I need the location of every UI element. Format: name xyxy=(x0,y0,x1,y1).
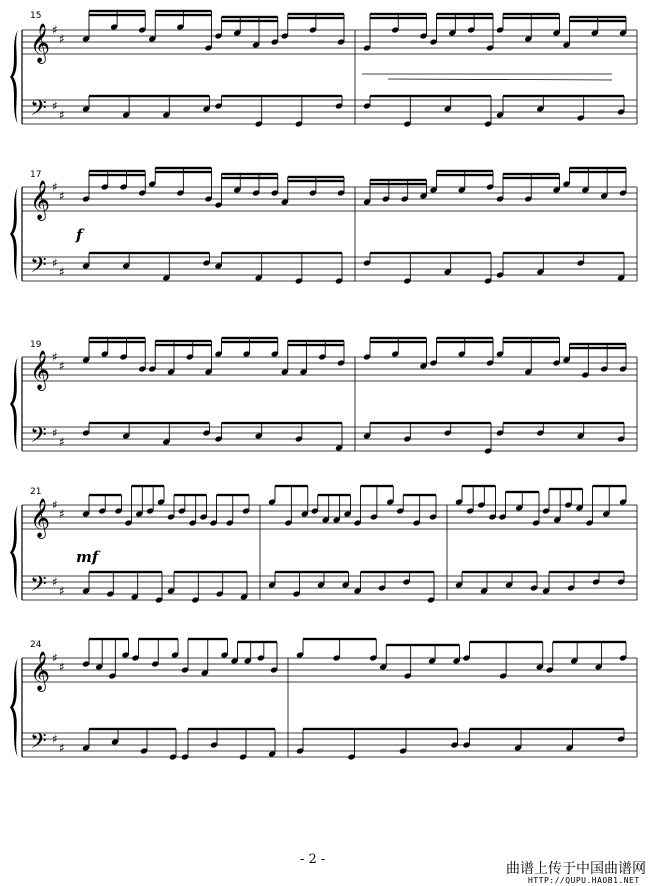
sharp-icon: ♯ xyxy=(52,732,58,746)
sharp-icon: ♯ xyxy=(59,359,65,373)
melody-beam xyxy=(288,344,344,346)
melody-beam xyxy=(386,644,459,646)
bass-beam xyxy=(503,95,624,97)
melody-beam xyxy=(139,638,179,640)
melody-beam xyxy=(437,17,494,19)
melody-beam xyxy=(155,167,211,169)
melody-beam xyxy=(570,20,627,22)
melody-beam xyxy=(549,488,583,490)
melody-beam xyxy=(89,170,145,172)
melody-beam xyxy=(506,491,540,493)
brace-icon xyxy=(10,187,18,281)
melody-beam xyxy=(370,179,427,181)
bass-beam xyxy=(89,95,210,97)
sharp-icon: ♯ xyxy=(59,507,65,521)
brace-icon xyxy=(10,357,18,451)
melody-beam xyxy=(361,485,394,487)
bass-beam xyxy=(188,728,275,730)
melody-beam xyxy=(570,16,627,18)
melody-beam xyxy=(370,183,427,185)
melody-beam xyxy=(503,173,560,175)
melody-beam xyxy=(222,337,278,339)
melody-beam xyxy=(570,343,627,345)
bass-beam xyxy=(470,728,625,730)
melody-beam xyxy=(503,17,560,19)
sharp-icon: ♯ xyxy=(52,350,58,364)
bass-beam xyxy=(370,422,491,424)
bass-beam xyxy=(462,571,537,573)
sharp-icon: ♯ xyxy=(59,435,65,449)
bass-beam xyxy=(370,95,491,97)
melody-beam xyxy=(470,641,543,643)
melody-beam xyxy=(593,485,627,487)
sharp-icon: ♯ xyxy=(52,651,58,665)
melody-beam xyxy=(370,13,427,15)
sharp-icon: ♯ xyxy=(52,99,58,113)
sharp-icon: ♯ xyxy=(52,498,58,512)
bass-beam xyxy=(370,252,491,254)
melody-beam xyxy=(437,337,494,339)
melody-beam xyxy=(288,340,344,342)
melody-beam xyxy=(89,337,145,339)
measure-number-19: 19 xyxy=(30,340,42,350)
melody-beam xyxy=(89,174,145,176)
measure-number-15: 15 xyxy=(30,11,42,21)
sharp-icon: ♯ xyxy=(59,108,65,122)
melody-beam xyxy=(288,180,344,182)
melody-beam xyxy=(188,638,228,640)
bass-beam xyxy=(275,571,349,573)
melody-beam xyxy=(155,14,211,16)
sharp-icon: ♯ xyxy=(52,426,58,440)
melody-beam xyxy=(155,171,211,173)
page-number: - 2 - xyxy=(300,852,326,867)
melody-beam xyxy=(288,17,344,19)
watermark-url: HTTP://QUPU.HAOB1.NET xyxy=(528,876,640,885)
melody-beam xyxy=(503,13,560,15)
sharp-icon: ♯ xyxy=(59,265,65,279)
bass-beam xyxy=(89,571,162,573)
bass-beam xyxy=(549,571,624,573)
melody-beam xyxy=(462,485,496,487)
melody-beam xyxy=(437,13,494,15)
melody-beam xyxy=(570,171,627,173)
sharp-icon: ♯ xyxy=(52,575,58,589)
melody-beam xyxy=(155,340,211,342)
sharp-icon: ♯ xyxy=(59,584,65,598)
sharp-icon: ♯ xyxy=(52,256,58,270)
melody-beam xyxy=(132,485,165,487)
watermark-title: 曲谱上传于中国曲谱网 xyxy=(506,861,646,877)
melody-beam xyxy=(370,341,427,343)
bass-beam xyxy=(503,422,624,424)
measure-number-24: 24 xyxy=(30,640,42,650)
melody-beam xyxy=(570,167,627,169)
bass-clef-icon: 𝄢 xyxy=(30,729,47,759)
sharp-icon: ♯ xyxy=(52,180,58,194)
melody-beam xyxy=(503,177,560,179)
melody-beam xyxy=(437,341,494,343)
sharp-icon: ♯ xyxy=(59,189,65,203)
bass-beam xyxy=(222,95,343,97)
sharp-icon: ♯ xyxy=(59,660,65,674)
gliss-line xyxy=(388,79,612,80)
melody-beam xyxy=(222,20,278,22)
melody-beam xyxy=(155,344,211,346)
melody-beam xyxy=(89,10,145,12)
sharp-icon: ♯ xyxy=(59,741,65,755)
bass-clef-icon: 𝄢 xyxy=(30,253,47,283)
bass-beam xyxy=(174,571,247,573)
treble-clef-icon: 𝄞 xyxy=(30,498,51,538)
treble-clef-icon: 𝄞 xyxy=(30,651,51,691)
melody-beam xyxy=(238,641,278,643)
bass-clef-icon: 𝄢 xyxy=(30,572,47,602)
measure-number-17: 17 xyxy=(30,170,42,180)
melody-beam xyxy=(89,638,129,640)
melody-beam xyxy=(222,341,278,343)
dynamic-forte: f xyxy=(76,226,83,244)
melody-beam xyxy=(553,641,626,643)
treble-clef-icon: 𝄞 xyxy=(30,350,51,390)
brace-icon xyxy=(10,505,18,600)
melody-beam xyxy=(503,341,560,343)
melody-beam xyxy=(222,16,278,18)
melody-beam xyxy=(437,174,494,176)
melody-beam xyxy=(155,10,211,12)
bass-beam xyxy=(222,252,343,254)
melody-beam xyxy=(89,494,122,496)
treble-clef-icon: 𝄞 xyxy=(30,180,51,220)
melody-beam xyxy=(222,177,278,179)
bass-beam xyxy=(89,728,176,730)
melody-beam xyxy=(217,494,250,496)
melody-beam xyxy=(288,13,344,15)
sharp-icon: ♯ xyxy=(52,23,58,37)
bass-beam xyxy=(222,422,343,424)
bass-clef-icon: 𝄢 xyxy=(30,423,47,453)
melody-beam xyxy=(288,176,344,178)
melody-beam xyxy=(370,17,427,19)
bass-clef-icon: 𝄢 xyxy=(30,96,47,126)
bass-beam xyxy=(361,571,435,573)
brace-icon xyxy=(10,30,18,124)
dynamic-mezzo-forte: mf xyxy=(76,548,99,566)
melody-beam xyxy=(437,170,494,172)
sharp-icon: ♯ xyxy=(59,32,65,46)
measure-number-21: 21 xyxy=(30,487,42,497)
melody-beam xyxy=(303,638,376,640)
melody-beam xyxy=(174,494,207,496)
treble-clef-icon: 𝄞 xyxy=(30,23,51,63)
melody-beam xyxy=(89,341,145,343)
bass-beam xyxy=(89,252,210,254)
melody-beam xyxy=(222,173,278,175)
melody-beam xyxy=(370,337,427,339)
bass-beam xyxy=(89,422,210,424)
melody-beam xyxy=(275,485,308,487)
bass-beam xyxy=(503,252,624,254)
bass-beam xyxy=(303,728,458,730)
melody-beam xyxy=(503,337,560,339)
brace-icon xyxy=(10,658,18,757)
melody-beam xyxy=(318,494,351,496)
melody-beam xyxy=(570,347,627,349)
melody-beam xyxy=(89,14,145,16)
melody-beam xyxy=(403,494,436,496)
